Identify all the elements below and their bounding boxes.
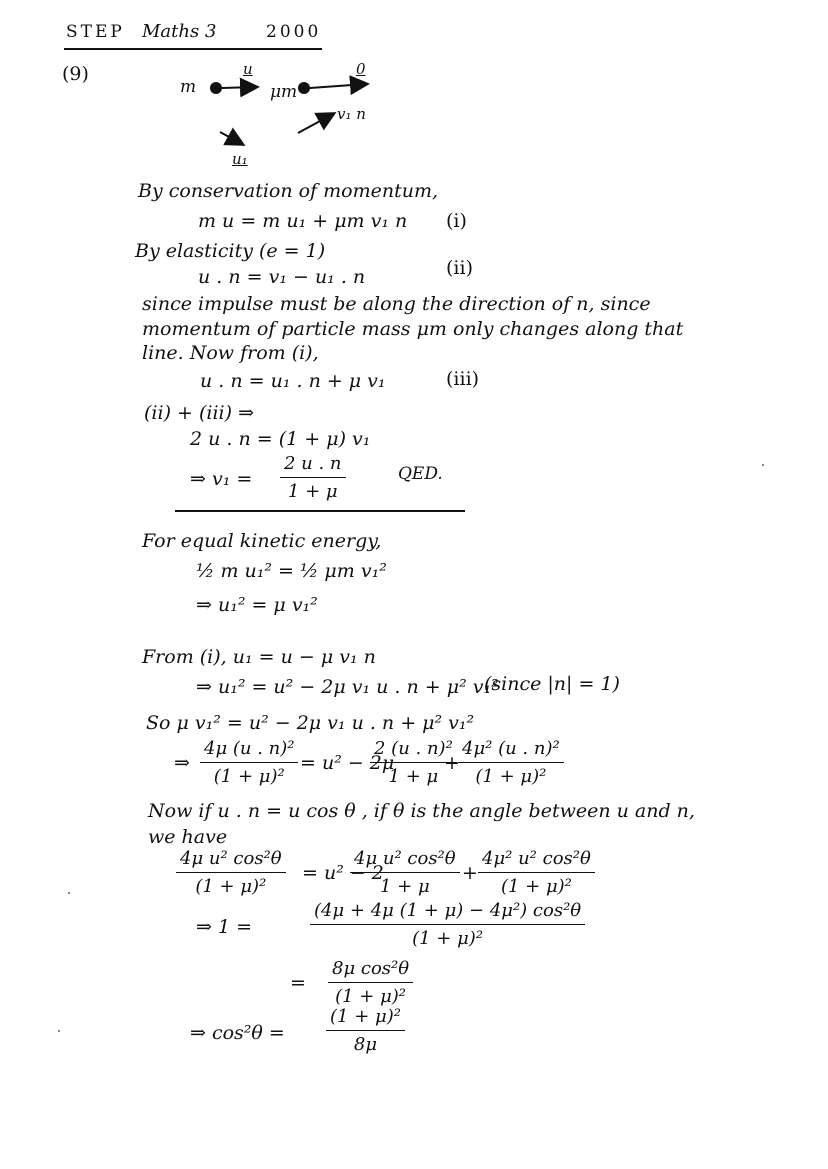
- p2-eq4-f2-den: 1 + μ: [388, 766, 439, 787]
- p2-eq7-equals: =: [290, 972, 306, 994]
- scan-speck: [762, 464, 764, 466]
- p1-qed: QED.: [398, 464, 443, 484]
- arrow-zero: [310, 84, 366, 88]
- p2-eq4-f2-num: 2 (u . n)²: [370, 738, 457, 763]
- p1-line1: By conservation of momentum,: [138, 180, 439, 202]
- p2-eq4-f3-den: (1 + μ)²: [475, 766, 547, 787]
- scan-speck: [58, 1030, 60, 1032]
- p2-eq5-fraction-1: [176, 848, 286, 897]
- scan-speck: [68, 892, 70, 894]
- p2-eq5-f2-den: 1 + μ: [379, 876, 430, 897]
- p2-eq5-fraction-2: [350, 848, 460, 897]
- p2-eq7-num: 8μ cos²θ: [328, 958, 413, 983]
- arrow-u1: [220, 132, 242, 144]
- mass-right-label: μm: [270, 82, 298, 102]
- mass-left-label: m: [180, 77, 197, 97]
- p2-eq8-num: (1 + μ)²: [326, 1006, 405, 1031]
- p2-eq4-plus: +: [444, 752, 460, 774]
- p2-line5: we have: [148, 826, 228, 848]
- header-subject: STEP: [66, 22, 125, 42]
- p2-eq4-mid: = u² − 2μ: [300, 752, 395, 774]
- p2-eq5-f1-num: 4μ u² cos²θ: [176, 848, 286, 873]
- p2-eq4-arrow: ⇒: [174, 752, 190, 774]
- velocity-u-label: u: [243, 60, 253, 78]
- p2-eq5-f3-den: (1 + μ)²: [500, 876, 572, 897]
- p2-eq7-fraction: [328, 958, 413, 1007]
- p2-eq6-num: (4μ + 4μ (1 + μ) − 4μ²) cos²θ: [310, 900, 585, 925]
- p2-eq3: ⇒ u₁² = u² − 2μ v₁ u . n + μ² v₁²: [196, 676, 499, 698]
- p2-line2: From (i), u₁ = u − μ v₁ n: [142, 646, 376, 668]
- p1-line6: (ii) + (iii) ⇒: [144, 402, 254, 424]
- p1-eq3: u . n = u₁ . n + μ v₁: [200, 370, 386, 392]
- question-number: (9): [62, 63, 89, 85]
- p2-eq4-f3-num: 4μ² (u . n)²: [458, 738, 564, 763]
- p2-eq1: ½ m u₁² = ½ μm v₁²: [196, 560, 387, 582]
- p2-eq8-lhs: ⇒ cos²θ =: [190, 1022, 285, 1044]
- p1-eq5-numerator: 2 u . n: [280, 453, 346, 478]
- p2-line4: Now if u . n = u cos θ , if θ is the angle between u and n,: [148, 800, 695, 822]
- p1-eq3-tag: (iii): [446, 368, 480, 390]
- zero-velocity-label: 0: [356, 60, 366, 78]
- p2-eq5-mid: = u² − 2: [302, 862, 384, 884]
- p1-eq5-denominator: 1 + μ: [287, 481, 338, 502]
- p2-eq4-f1-den: (1 + μ)²: [213, 766, 285, 787]
- p1-eq2-tag: (ii): [446, 257, 473, 279]
- p2-eq4-fraction-3: [458, 738, 564, 787]
- p2-eq4-f1-num: 4μ (u . n)²: [200, 738, 298, 763]
- p2-eq5-fraction-3: [478, 848, 595, 897]
- p1-eq4: 2 u . n = (1 + μ) v₁: [190, 428, 371, 450]
- p1-eq1-tag: (i): [446, 210, 467, 232]
- p2-eq5-f3-num: 4μ² u² cos²θ: [478, 848, 595, 873]
- velocity-u1-label: u₁: [232, 150, 248, 168]
- p1-eq1: m u = m u₁ + μm v₁ n: [198, 210, 408, 232]
- section-divider: [175, 510, 465, 512]
- p2-eq5-f2-num: 4μ u² cos²θ: [350, 848, 460, 873]
- p2-line1: For equal kinetic energy,: [142, 530, 382, 552]
- p2-eq6-lhs: ⇒ 1 =: [196, 916, 253, 938]
- p2-eq7-den: (1 + μ)²: [335, 986, 407, 1007]
- p1-line4: momentum of particle mass μm only changes along that: [142, 318, 684, 340]
- p2-eq3-note: (since |n| = 1): [484, 673, 620, 695]
- p2-eq6-fraction: [310, 900, 585, 949]
- diagram-arrows: [0, 0, 828, 200]
- arrow-v1: [298, 114, 333, 133]
- p1-eq2: u . n = v₁ − u₁ . n: [198, 266, 366, 288]
- arrow-u: [222, 87, 256, 88]
- p2-line3: So μ v₁² = u² − 2μ v₁ u . n + μ² v₁²: [146, 712, 475, 734]
- p1-line3: since impulse must be along the direction of n, since: [142, 293, 651, 315]
- header-paper: Maths 3: [142, 21, 217, 42]
- p2-eq4-fraction-1: [200, 738, 298, 787]
- p1-line2: By elasticity (e = 1): [135, 240, 326, 262]
- p2-eq5-f1-den: (1 + μ)²: [195, 876, 267, 897]
- p2-eq8-den: 8μ: [353, 1034, 378, 1055]
- p1-eq5-lhs: ⇒ v₁ =: [190, 468, 253, 490]
- p2-eq2: ⇒ u₁² = μ v₁²: [196, 594, 318, 616]
- p1-eq5-fraction: [280, 453, 346, 502]
- p2-eq5-plus: +: [462, 862, 478, 884]
- velocity-v1-label: v₁ n: [337, 105, 366, 123]
- header-year: 2000: [266, 22, 322, 42]
- p1-line5: line. Now from (i),: [142, 342, 319, 364]
- p2-eq6-den: (1 + μ)²: [412, 928, 484, 949]
- p2-eq8-fraction: [326, 1006, 405, 1055]
